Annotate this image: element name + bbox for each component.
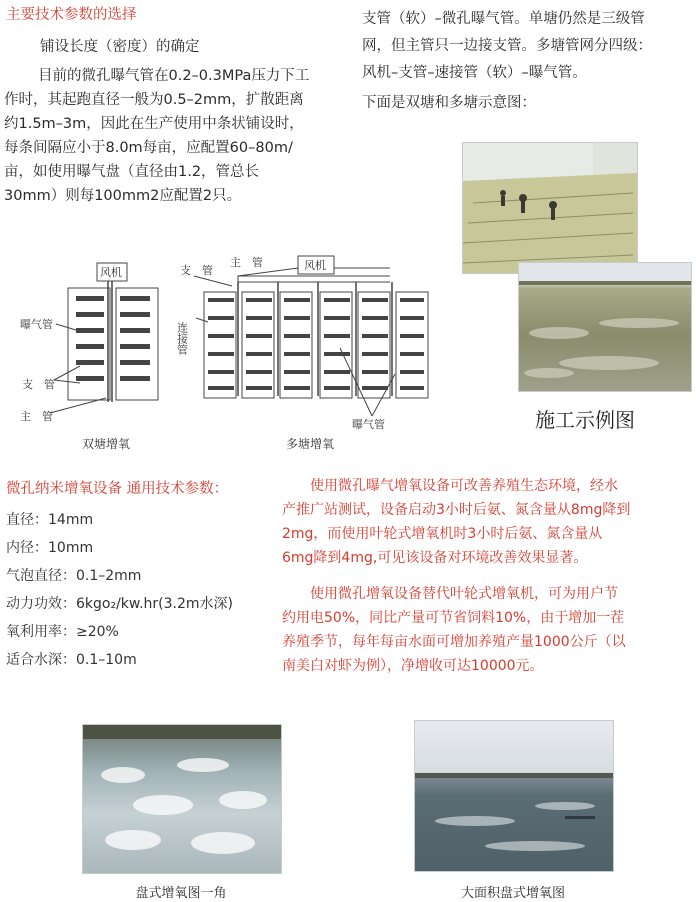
aeration-pipe-label: 曝气管: [20, 318, 53, 331]
paragraph-line: 南美白对虾为例），净增收可达10000元。: [282, 658, 544, 674]
paragraph-line: 使用微孔曝气增氧设备可改善养殖生态环境，经水: [282, 478, 618, 494]
large-area-aeration-photo: [414, 720, 614, 872]
specs-title: 微孔纳米增氧设备 通用技术参数：: [6, 481, 229, 497]
paragraph-line: 亩，如使用曝气盘（直径由1.2，管总长: [4, 164, 260, 180]
diagram-intro: 下面是双塘和多塘示意图：: [362, 95, 536, 111]
double-pond-diagram: [50, 263, 158, 413]
specs-list: [6, 506, 266, 674]
blower-label: 风机: [100, 266, 122, 279]
left-photo-caption: 盘式增氧图一角: [135, 886, 227, 901]
benefits-text: [282, 474, 694, 678]
spec-item: 动力功效：6kgo₂/kw.hr(3.2m水深): [6, 596, 233, 612]
construction-caption: 施工示例图: [535, 408, 635, 432]
pond: [320, 292, 352, 398]
paragraph-line: 网，但主管只一边接支管。多塘管网分四级：: [362, 38, 652, 54]
paragraph-line: 30mm）则每100mm2应配置2只。: [4, 188, 242, 204]
paragraph-line: 产推广站测试，设备启动3小时后氨、氮含量从8mg降到: [282, 502, 631, 518]
connect-pipe-label: 连接管: [175, 322, 189, 355]
branch-pipe-label: 支 管: [180, 264, 213, 277]
aeration-pipe-label: 曝气管: [352, 418, 385, 431]
paragraph-line: 约1.5m–3m，因此在生产使用中条状铺设时，: [4, 116, 304, 132]
intro-paragraph: [4, 64, 340, 208]
pond: [242, 292, 274, 398]
main-pipe-label: 主 管: [20, 410, 53, 423]
aeration-diagram: [0, 238, 440, 468]
right-photo-caption: 大面积盘式增氧图: [460, 886, 565, 901]
spec-item: 直径：14mm: [6, 512, 94, 528]
paragraph-line: 目前的微孔曝气管在0.2–0.3MPa压力下工: [38, 68, 310, 84]
paragraph-line: 作时，其起跑直径一般为0.5–2mm，扩散距离: [4, 92, 304, 108]
section-title: 主要技术参数的选择: [6, 7, 137, 23]
large-pond-scene: [415, 721, 613, 871]
disc-aeration-photo: [82, 724, 282, 874]
paragraph-line: 使用微孔增氧设备替代叶轮式增氧机，可为用户节: [282, 586, 618, 602]
right-paragraph: [362, 6, 692, 87]
spec-item: 内径：10mm: [6, 540, 94, 556]
paragraph-line: 风机–支管–速接管（软）–曝气管。: [362, 65, 587, 81]
construction-photo-1: [462, 142, 638, 274]
construction-scene: [463, 143, 637, 273]
paragraph-line: 2mg，而使用叶轮式增氧机时3小时后氨、氮含量从: [282, 526, 603, 542]
aeration-water-scene: [83, 725, 281, 873]
spec-item: 氧利用率：≥20%: [6, 624, 119, 640]
paragraph-line: 6mg降到4mg,可见该设备对环境改善效果显著。: [282, 550, 588, 566]
subtitle: 铺设长度（密度）的确定: [40, 39, 200, 55]
spec-item: 适合水深：0.1–10m: [6, 652, 137, 668]
spec-item: 气泡直径：0.1–2mm: [6, 568, 142, 584]
pond: [396, 292, 428, 398]
paragraph-line: 约用电50%，同比产量可节省饲料10%，由于增加一茬: [282, 610, 625, 626]
pond: [280, 292, 312, 398]
main-pipe-label: 主 管: [230, 256, 263, 269]
pond: [204, 292, 236, 398]
paragraph-line: 养殖季节，每年每亩水面可增加养殖产量1000公斤（以: [282, 634, 626, 650]
multi-caption: 多塘增氧: [286, 437, 335, 451]
paragraph-line: 每条间隔应小于8.0m每亩，应配置60–80m/: [4, 140, 293, 156]
blower-label: 风机: [304, 259, 326, 272]
branch-pipe-label: 支 管: [22, 378, 55, 391]
pond-field-scene: [519, 263, 691, 391]
construction-photo-2: [518, 262, 692, 392]
double-caption: 双塘增氧: [82, 437, 131, 451]
paragraph-line: 支管（软）–微孔曝气管。单塘仍然是三级管: [362, 11, 645, 27]
multi-pond-diagram: [194, 256, 428, 416]
pond: [358, 292, 390, 398]
